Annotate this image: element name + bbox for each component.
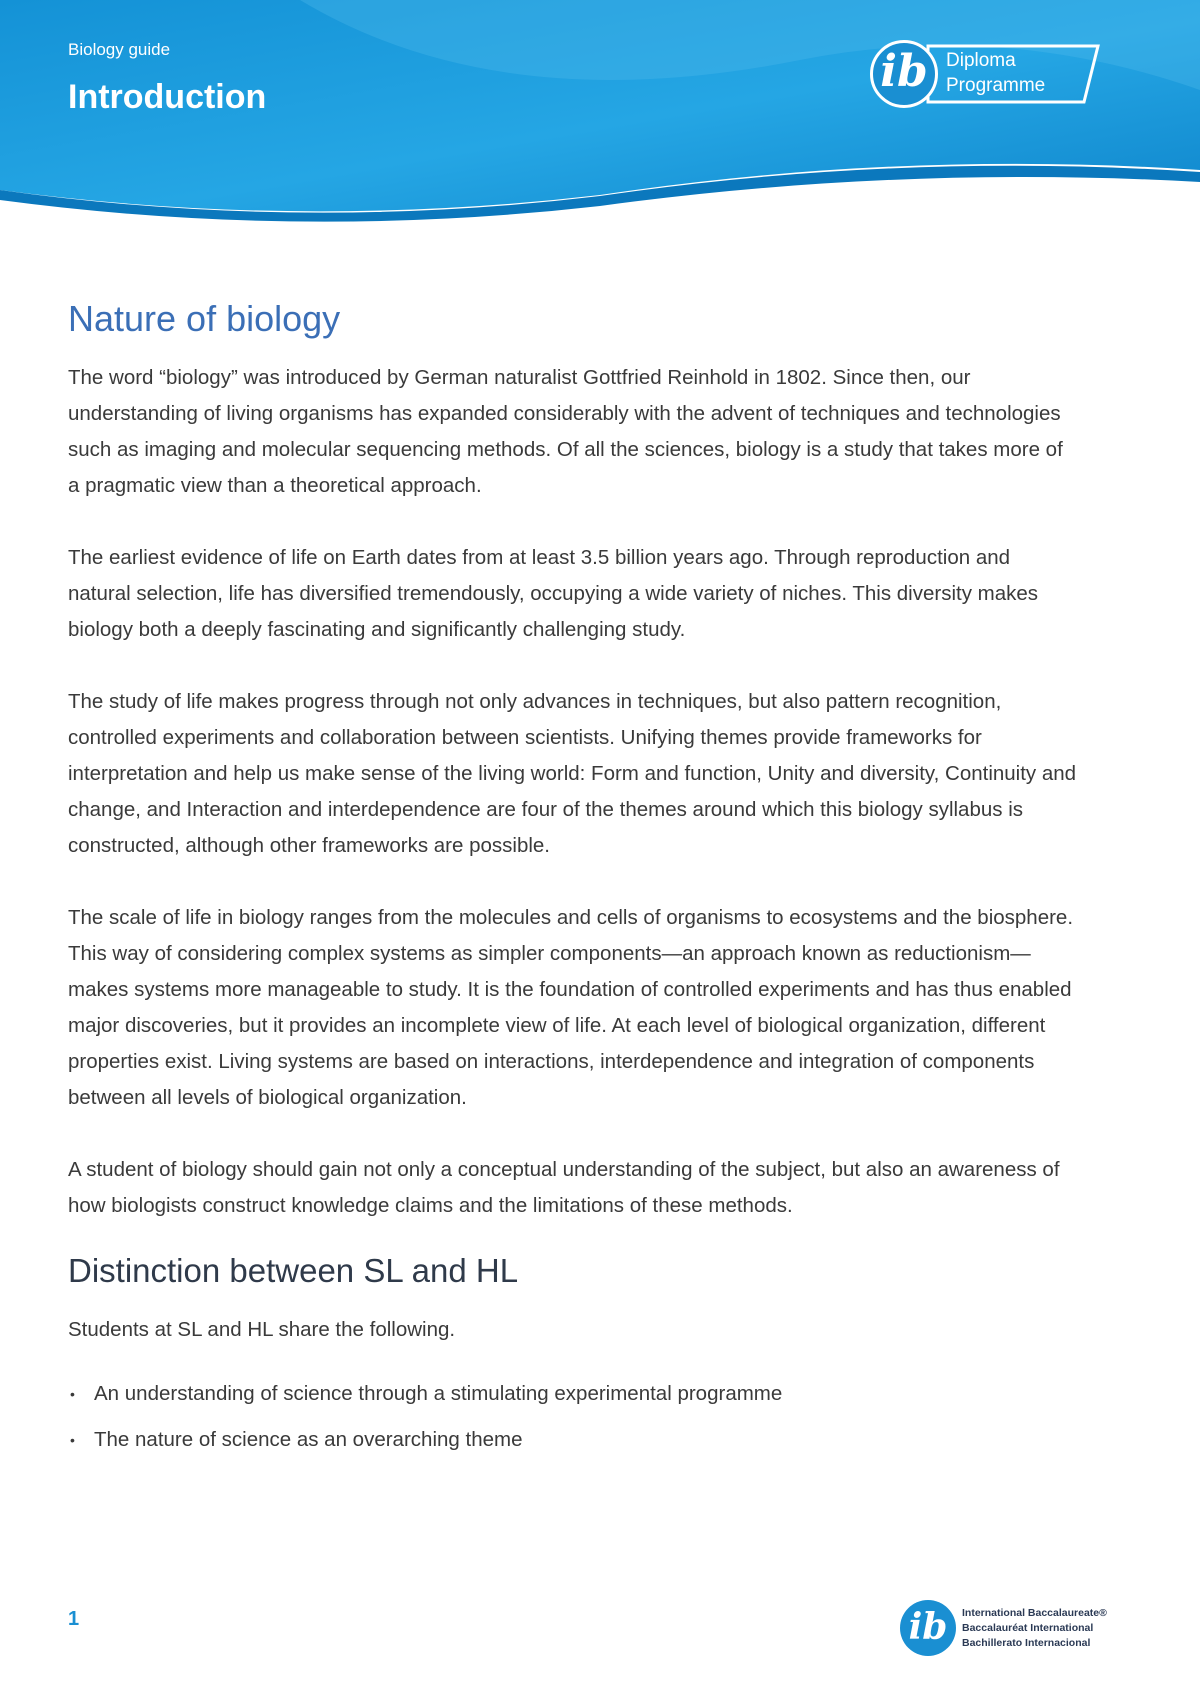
logo-line-2: Programme <box>946 75 1046 96</box>
section-intro: Students at SL and HL share the following. <box>68 1318 456 1341</box>
list-item-text: The nature of science as an overarching theme <box>94 1428 523 1451</box>
list-item-text: An understanding of science through a stimulating experimental programme <box>94 1382 783 1405</box>
section-heading-sl-hl: Distinction between SL and HL <box>68 1252 519 1289</box>
paragraph: The earliest evidence of life on Earth dates from at least 3.5 billion years ago. Through reproduction and natural selection, life has diversified tremendously, occupying a wide variety of niches. This diversity makes biology both a deeply fascinating and significantly challenging study. <box>68 546 1039 641</box>
ib-footer-logo <box>900 1600 1107 1660</box>
logo-line: Baccalauréat International <box>962 1622 1094 1634</box>
ib-logo-mark: ib <box>870 40 938 108</box>
page-header <box>0 0 1200 240</box>
bullet-icon: • <box>70 1432 75 1448</box>
list-item <box>68 1376 1078 1412</box>
bullet-list <box>68 1376 1078 1458</box>
logo-line: Bachillerato Internacional <box>962 1637 1091 1649</box>
guide-label: Biology guide <box>68 40 171 59</box>
ib-logo-mark: ib <box>900 1600 956 1656</box>
paragraph: The scale of life in biology ranges from the molecules and cells of organisms to ecosystems and the biosphere. This way of considering complex systems as simpler components—an approach known as reductionism—makes systems more manageable to study. It is the foundation of controlled experiments and has thus enabled major discoveries, but it provides an incomplete view of life. At each level of biological organization, different properties exist. Living systems are based on interactions, interdependence and integration of components between all levels of biological organization. <box>68 906 1074 1109</box>
logo-line: International Baccalaureate® <box>962 1607 1107 1619</box>
logo-text <box>962 1606 1107 1651</box>
paragraph: The study of life makes progress through not only advances in techniques, but also pattern recognition, controlled experiments and collaboration between scientists. Unifying themes provide frameworks for interpretation and help us make sense of the living world: Form and function, Unity and diversity, Continuity and change, and Interaction and interdependence are four of the themes around which this biology syllabus is constructed, although other frameworks are possible. <box>68 690 1077 857</box>
paragraph: A student of biology should gain not only a conceptual understanding of the subject, but also an awareness of how biologists construct knowledge claims and the limitations of these methods. <box>68 1158 1060 1217</box>
main-content <box>68 296 1078 1468</box>
logo-line-1: Diploma <box>946 50 1016 71</box>
header-title: Introduction <box>68 78 267 116</box>
list-item <box>68 1422 1078 1458</box>
paragraph: The word “biology” was introduced by German naturalist Gottfried Reinhold in 1802. Since then, our understanding of living organisms has expanded considerably with the advent of techniques and technologies such as imaging and molecular sequencing methods. Of all the sciences, biology is a study that takes more of a pragmatic view than a theoretical approach. <box>68 366 1063 497</box>
header-wave-background <box>0 0 1200 240</box>
section-heading-nature: Nature of biology <box>68 298 341 339</box>
page-number: 1 <box>68 1608 80 1630</box>
bullet-icon: • <box>70 1386 75 1402</box>
diploma-programme-logo <box>870 40 1100 114</box>
